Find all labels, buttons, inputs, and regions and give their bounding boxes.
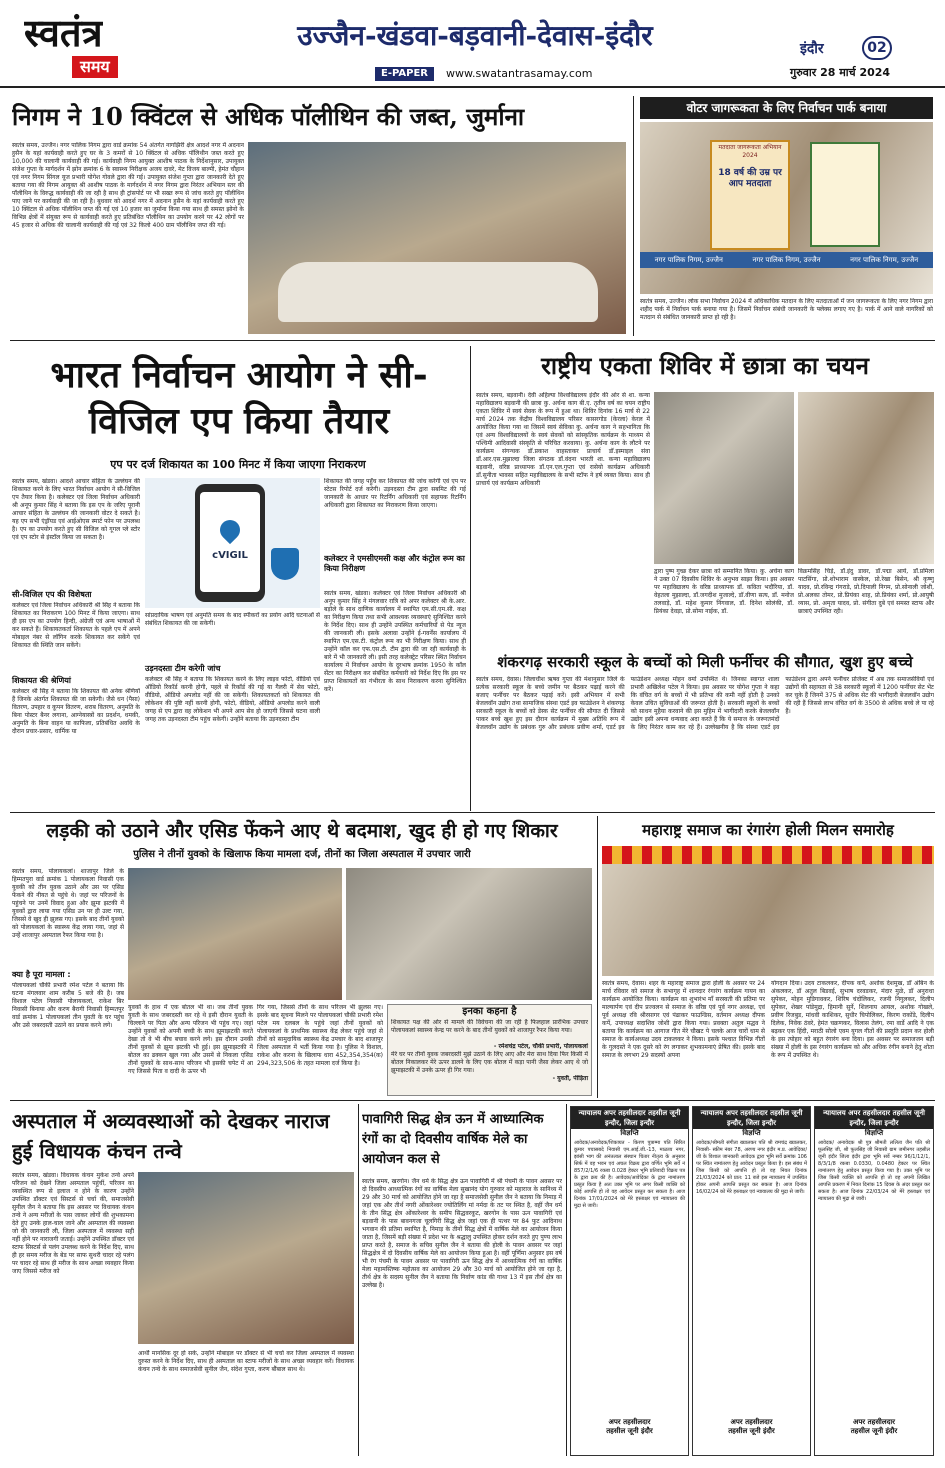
story3-para-5: शिकायत की जगह पहुँच कर शिकायत की जांच करेगी एवं एप पर स्टेटस रिपोर्ट दर्ज करेगी। उड़नदस्ता टीम द्वारा सबमिट की गई जानकारी के आधार पर रिटर्निंग अधिकारी एवं सहायक रिटर्निंग अधिकारी द्वारा शिकायत का निराकरण किया जाएगा। [324,478,466,509]
story3-para-6: स्वतंत्र समय, खंडवा। कलेक्टर एवं जिला निर्वाचन अधिकारी श्री अनूप कुमार सिंह ने मंगलवार रात्रि को अपर कलेक्टर श्री के.आर. बड़ोले के साथ दाणिक कार्यालय में स्थापित एम.सी.एम.सी. कक्ष का निरीक्षण किया तथा सभी आवश्यक व्यवस्थाएं सुनिश्चित करने के निर्देश दिए। साथ ही उन्होंने उपस्थित कर्मचारियों से पेड न्यूज की जानकारी ली। इसके अलावा उन्होंने ई-गवर्नेंस कार्यालय में स्थापित एम.एस.टी. कंट्रोल रूम का भी निरीक्षण किया। साथ ही उन्होंने कॉल कर एफ.एस.टी. टीम द्वारा की जा रही कार्यवाही के बारे में भी जानकारी ली। इसी तरह कलेक्ट्रेट परिसर स्थित निर्वाचन कार्यालय में निर्वाचन आयोग के दूरभाष क्रमांक 1950 के कॉल सेंटर का निरीक्षण कर संबंधित कर्मचारी को निर्देश दिए कि इस पर प्राप्त शिकायतों का गंभीरता के साथ निराकरण करना सुनिश्चित करें। [324,590,466,693]
story1-headline: निगम ने 10 क्विंटल से अधिक पॉलीथिन की जब्त, जुर्माना [12,102,525,131]
awareness-board-2 [810,142,880,247]
banner-left: नगर पालिक निगम, उज्जैन [654,256,723,264]
website[interactable]: www.swatantrasamay.com [446,67,593,80]
shield-icon [271,548,299,580]
column-divider-4 [358,1104,359,1456]
phone-screen [200,492,260,592]
notice-label: विज्ञप्ति [620,1129,639,1137]
park-banner [640,252,933,268]
location-pin-icon [216,516,244,544]
story8-headline: अस्पताल में अव्यवस्थाओं को देखकर नाराज हुई विधायक कंचन तन्वे [12,1109,330,1163]
notice-court: न्यायालय अपर तहसीलदार तहसील जूनी इन्दौर, जिला इन्दौर [693,1107,810,1129]
story6-col-1: स्वतंत्र समय, पोलायकलां। शाजापुर जिले के हिम्मतपुरा वार्ड क्रमांक 1 पोलायकला निवासी एक युवकी को तीन युवक उठाने और उस पर एसिड फेंकने की नीयत से पहुंचे थे। जहां पर परिजनों के पहुंचने पर उनमें विवाद हुआ और झूमा झटकी में युवकों द्वारा लाया गया एसिड उन पर ही उल्ट गया, जिससे वे खुद ही झुलस गए। इसके बाद तीनों युवको को पोलायकलां के स्वास्थ्य केंद्र लाया गया, जहां से उन्हें शाजापुर अस्पताल रैफर किया गया है। [12,868,124,939]
notice-footer-b: तहसील जूनी इंदौर [606,1427,653,1435]
story3-intro: स्वतंत्र समय, खंडवा। आदर्श आचार संहिता के उल्लंघन की शिकायत करने के लिए भारत निर्वाचन आयोग ने सी-विजिल एप तैयार किया है। कलेक्टर एवं जिला निर्वाचन अधिकारी श्री अनूप कुमार सिंह ने बताया कि इस एप के जरिए पूरानी आचार संहिता के उल्लंघन की जानकारी वोटर दे सकते है। यह एप सभी एंड्रॉयड एवं आईओएस स्मार्ट फोन पर उपलब्ध है। एप का उपयोग करते हुए सी विजिल को गूगल प्ले स्टोर एवं एप स्टोर से इंस्टॉल किया जा सकता है। [12,478,140,541]
story8-col-1: स्वतंत्र समय, खंडवा। विधायक कंचन मुकेश तन्वे अपने परिजन को देखने जिला अस्पताल पहुंचीं, परिजन का व्यवस्थित रूप से इलाज न होने के कारण उन्होंने उपस्थित डॉक्टर एवं सिस्टर्स से चर्चा की, समाजसेवी सुनील जैन ने बताया कि इस अवसर पर विधायक कंचन तन्वे ने अन्य मरीजों के पास जाकर लोगों की शुभकामना देते हुए उनके हाल-चाल जाने और अस्पताल की व्यवस्था जो की जानकारी ली, जिला अस्पताल में व्यवस्था सही नहीं होने पर नाराजगी जताई। उन्होंने उपस्थित डॉक्टर एवं स्टाफ सिस्टर्स से पलंग उपलब्ध करने के निर्देश दिए, साथ ही हर समय मरीज के बेड पर साफ सुथरी चादर रहे पलंग पर चादर रहे साथ ही मरीज के साथ अच्छा व्यवहार किया जाए जिससे मरीज को [12,1172,134,1275]
legal-notice-2 [692,1106,811,1456]
polythene-pile [278,262,598,322]
story7-headline: महाराष्ट्र समाज का रंगारंग होली मिलन समारोह [642,821,894,839]
notice-footer-a: अपर तहसीलदार [852,1418,895,1426]
page-number: 02 [862,36,892,60]
section-divider-2 [10,812,935,813]
board-text: 18 वर्ष की उम्र पर आप मतदाता [718,168,782,189]
story6-col-1-subhead: क्या है पूरा मामला : [12,970,71,979]
story2-headline: वोटर जागरूकता के लिए निर्वाचन पार्क बनाया [640,97,933,119]
story6-col-1b: पोलायकलां चौकी प्रभारी रमेश पटेल ने बताया कि घटना मंगलवार शाम करीब 5 बजे की है। जब विशाल पटेल निवासी पोलायकलां, राकेश बिर निवासी बिनाया और करण बैरागी निवासी हिम्मतपुर वार्ड क्रमांक 1 पोलायकलां तीन युवती के घर पहुंच और उसे जबरदस्ती उठाने का प्रयास करने लगे। [12,982,124,1029]
notice-footer-b: तहसील जूनी इंदौर [728,1427,775,1435]
quote-box [387,1004,592,1096]
story3-headline: भारत निर्वाचन आयोग ने सी-विजिल एप किया तैयार [50,354,428,442]
story4-body-2: द्वारा पुष्प गुच्छ देकर छात्रा को सम्मानित किया। कु. अर्चना काग ने उक्त 07 दिवसीय शिविर के अनुभव साझा किया। इस अवसर पर महाविद्यालय के वरिष्ठ प्राध्यापक डॉ. कविता भदौरिया, डॉ. वेहतला मुझाल्दा, डॉ.जगदीश मुजाल्दे, डॉ.वीणा सत्य, डॉ. मनोज तलवाड़े, डॉ. महेश कुमार निंगवाल, डॉ. दिनेश सोलंकी, डॉ. प्रियंका देवड़ा, प्रो.सोमा नाईक, डॉ. [654,568,794,615]
notice-court: न्यायालय अपर तहसीलदार तहसील जूनी इन्दौर, जिला इन्दौर [571,1107,688,1129]
quote-box-a2: - युवती, पीड़िता [552,1075,588,1082]
notice-body: आवेदक/अनावेदक/शिकायत - किरण पुत्राम्मा पति सिरित कुमार पचासबदे निवासी एम.आई.जी.-13, माळव्य नगर, झांसी भाग की अनंतलाल संस्थान चितार नीतृत्व के अनुसार सिर्फ में वह भवन एवं अचल विक्रय द्वारा वर्णित भूमि सर्वे नं 857/2/1/6 रकबा 0.028 हेक्टर भूमि प्रतिवादी विक्रय पत्र के द्वारा क्रय की है। आवेदक/आवेदिका के द्वारा नामांतरण प्रस्तुत किया है अतः उक्त भूमि पर अगर किसी व्यक्ति को कोई आपत्ति हो तो वह आवेदन प्रस्तुत कर सकता है। आज दिनांक 17/01/2024 को मेरे हस्ताक्षर एवं न्यायालय की मुद्रा से जारी। [574,1140,685,1209]
quote-box-q1: शिकायत पक्ष की ओर से मामले की विवेचना की जा रही है फिलहाल प्रारंभिक उपचार पोलायकलां स्वास्थ्य केन्द्र पर करने के बाद तीनों युवकों को शाजापुर रैफर किया गया। [391,1019,588,1034]
story8-photo [138,1172,354,1344]
story1-body: स्वतंत्र समय, उज्जैन। नगर पालिक निगम द्वारा वार्ड क्रमांक 54 अंतर्गत नागझिरी क्षेत्र आदर्श नगर में अदनान हुसैन के यहां कार्यवाही करते हुए घर के 3 कमरों से 10 क्विंटल से अधिक पॉलिथीन जब्त करते हुए 10,000 की चालानी कार्यवाही की गई। कार्यवाही निगम आयुक्त आशीष पाठक के निर्देशानुसार, उपायुक्त संजेश गुप्ता के मार्गदर्शन में झोन क्रमांक 6 के स्वास्थ्य निरीक्षक अजय दावरे, मेट विजय बाल्मी, हेमंत चौहान एवं नगर निगम सिंगल यूज प्रभारी योगेश गोवले द्वारा की गई। उपायुक्त संजेश गुप्ता द्वारा जानकारी देते हुए बताया गया की निगम आयुक्त श्री आशीष पाठक के मार्गदर्शन में नगर निगम द्वारा निरंतर अभियान स्तर की पॉलीथिन के विरुद्ध कार्यवाही की जा रही है साथ ही ट्रांसपोर्ट पर भी सख्त रूप से जांच करते हुए पॉलीथिन पाए जाने पर कार्यवाही की जा रही है। बुधवार को आदर्श नगर में अदनान हुसैन के यहां कार्यवाही करते हुए 10 क्विंटल से अधिक पॉलीथिन जप्त की गई एवं 10 हजार का जुर्माना किया गया साथ ही समस्त झोनो के विभिन्न क्षेत्रों में संयुक्त रूप से कार्यवाही करते हुए प्रतिबंधित पॉलीथिन का उपयोग करने पर 42 लोगों पर 45 हजार से अधिक की चालानी कार्यवाही की गई एवं 32 किलो 400 ग्राम पॉलीथिन जप्त की गई। [12,142,244,229]
phone-shape [195,484,265,602]
story3-para-1: कलेक्टर एवं जिला निर्वाचन अधिकारी श्री सिंह ने बताया कि शिकायत का निराकरण 100 मिनट में किया जाएगा। साथ ही इस एप का उपयोग हिन्दी, अंग्रेजी एवं अन्य भाषाओं में कर सकते हैं। शिकायतकर्ता शिकायत के पहले एप में अपने मोबाइल नंबर से लॉगिन करके शिकायत कर सकेंगे एवं शिकायत की स्थिति जान सकेंगे। [12,602,140,649]
story2-photo [640,122,933,294]
story3-para-3: सांप्रदायिक भाषण एवं अनुमति समय के बाद स्पीकरों का प्रयोग आदि घटनाओं से संबंधित शिकायत की जा सकेगी। [145,612,320,627]
story9-body: स्वतंत्र समय, खरगोन। जैन धर्म के सिद्ध क्षेत्र ऊन पावागिरी में श्री पंचमी के पावन अवसर पर दो दिवसीय आध्यात्मिक रंगों का वार्षिक मेला सुखानंद योग गुरुवार को महाराज के सानिध्य में 29 और 30 मार्च को आयोजित होने जा रहा है समाजसेवी सुनील जैन ने बताया कि निमाड़ में जहां एक और तीर्थ नगरी ओंकारेश्वर ज्योतिर्लिंग मां नर्मदा के तट पर स्थित है, वहीं जैन धर्म के तीन सिद्ध क्षेत्र ओंकारेश्वर के समीप सिद्धवरकूट, खरगोन के पास ऊन पावागिरी एवं बड़वानी के पास बावनगजा चूलगिरी सिद्ध क्षेत्र जहां एक ही पत्थर पर 84 फुट आदिनाथ भगवान की प्रतिमा स्थापित है, निमाड़ के तीनों सिद्ध क्षेत्रों में वार्षिक मेले का आयोजन किया जाता है, जिसमें बड़ी संख्या में प्रदेश भर के श्रद्धालु उपस्थित होकर दर्शन करते हुए पुण्य लाभ प्राप्त करते है, समाज के सचिव सुनील जैन ने बताया की होली के पावन अवसर पर जहां सिद्धक्षेत्र में दो दिवसीय वार्षिक मेले का आयोजन किया हुआ है। वहीं पूर्णिमा अनुसार इस वर्ष भी रंग पंचमी के पावन अवसर पर पावागिरी ऊन सिद्ध क्षेत्र में आध्यात्मिक रंगों का वार्षिक मेला महामस्तिष्क महोत्सव का आयोजन 29 और 30 मार्च को आयोजित होने जा रहा है, तीर्थ क्षेत्र के सदस्य सुनील जैन ने बताया कि निर्वाण कांड की गाथा 13 में इस तीर्थ क्षेत्र का उल्लेख है। [362,1178,562,1289]
column-divider [633,96,634,336]
story2-caption: स्वतंत्र समय, उज्जैन। लोक सभा निर्वाचन 2024 में अधिकाधिक मतदान के लिए मतदाताओं में जन जागरूकता के लिए नगर निगम द्वारा शहीद पार्क में निर्वाचन पार्क बनाया गया है। जिसमें निर्वाचन संबंधी जानकारी के फ्लेक्स लगाए गए है। पार्क में आने वाले नागरिकों को मतदान से संबंधित जानकारी प्राप्त हो रही है। [640,298,933,321]
story6-photo-2 [346,868,592,1000]
awareness-board [710,140,790,250]
section-divider-3 [10,1100,935,1101]
column-divider-5 [566,1104,567,1456]
edition-title: उज्जैन-खंडवा-बड़वानी-देवास-इंदौर [297,19,653,52]
story6-col-3: गिर गया, जिससे तीनों के साथ परिजन भी झुलस गए। इसके बाद सूचना मिलने पर पोलायकलां चौकी प्रभारी रमेश पटेल मय दलबल के पहुंचे जहां तीनों युवकों को पोलायकलां के प्राथमिक स्वास्थ्य केंद्र लेकर पहुंचे जहां से तीनों को सामुदायिक स्वास्थ्य केंद्र उपचार के बाद शाजापुर जिला अस्पताल में भर्ती किया गया है। पुलिस ने विशाल, राकेश और करना के खिलाफ धारा 452,354,354(क) 294,323,506 के तहत मामला दर्ज किया है। [257,1004,383,1067]
story4-body-1: स्वतंत्र समय, बड़वानी। देवी अहिल्या विश्वविद्यालय इंदौर की ओर से शा. कन्या महाविद्यालय बड़वानी की छात्रा कु. अर्चना काग बी.ए. तृतीय वर्ष का चयन राष्ट्रीय एकता शिविर में स्वयं सेवक के रूप में हुआ था। शिविर दिनांक 16 मार्च से 22 मार्च 2024 तक केंद्रीय विश्वविद्यालय परिसर कासरगोड (केरला) केरल में आयोजित किया गया था जिसमें स्वयं सेविका कु. अर्चना काग ने सहभागिता कि एवं अन्य विश्वविद्यालयों के स्वयं सेवकों को सांस्कृतिक कार्यक्रम के माध्यम से पश्चिमी आदिवासी संस्कृति से परिचित करवाया। कु. अर्चना काग के लौटने पर कार्यक्रम संगन्चक डॉ.प्रकाश वाहस्ताकर प्राचार्य डॉ.इस्माइल संवा डॉ.आर.एस.मुझाल्दा जिला संगठक डॉ.वंदना भारती शा. कन्या महाविद्यालय बड़वानी, वरिष्ठ प्राध्यापक डॉ.एन.एल.गुप्ता एवं रासेयो कार्यक्रम अधिकारी डॉ.सुनीता भावसा सहित महाविद्यालय के सभी स्टॉफ ने हर्ष व्यक्त किया। साथ ही प्राचार्य एवं कार्यक्रम अधिकारी [476,392,650,487]
story9-headline: पावागिरी सिद्ध क्षेत्र ऊन में आध्यात्मिक रंगों का दो दिवसीय वार्षिक मेले का आयोजन कल से [362,1112,544,1167]
story1-photo [248,142,626,334]
quote-box-q2: मेरे घर पर तीनों युवक जबरदस्ती मुझे उठाने के लिए आए और मेरा साथ दिया फिर किसी में बोतल निकालकर मेरे ऊपर डालने के लिए एक बोतल में कड़ा पानी जैसा लेकर आए थे जो झूमाझटकी में उनके ऊपर ही गिर गया। [391,1051,588,1074]
quote-box-a1: - रमेशचंद्र पटेल, चौकी प्रभारी, पोलायकलां [493,1043,588,1050]
stage-garland [602,846,934,864]
notice-footer-a: अपर तहसीलदार [730,1418,773,1426]
story6-col-2: युवकों के हाथ में एक बोतल भी था। जब तीनों युवक युवती के साथ जबरदस्ती कर रहे थे इसी दौरान युवती के चिल्लाने पर पिता और अन्य परिजन भी पहुंच गए। जहां उन्होंने युवकों को अपनी बच्ची के साथ झूमाझटकी करते देखा तो वे भी बीच बचाव करने लगे। इस दौरान उनकी तीनों युवकों से झूमा झटकी भी हुई। इस झूमाझटकी में बोतल का ढक्कन खुल गया और उसमें से निकला एसिड तीनों युवकों के साथ-साथ परिजन भी इसकी चपेट में आ गए जिससे पिता व दादी के ऊपर भी [128,1004,253,1075]
epaper-label: E-PAPER [375,67,434,81]
column-divider-3 [597,816,598,1098]
banner-right: नगर पालिक निगम, उज्जैन [850,256,919,264]
city-label: इंदौर [800,41,824,57]
story7-col-1: स्वतंत्र समय, देवास। शहर के महाराष्ट्र समाज द्वारा होली के अवसर पर 24 मार्च रविवार को समाज के सभागृह में शानदार रंगारंग कार्यक्रम गायन का कार्यक्रम आयोजित किया। कार्यक्रम का शुभारंभ माँ सरस्वती की प्रतिमा पर माल्यार्पण एवं दीप प्रज्वलन से समाज के वरिष्ठ एवं पूर्व नगर अध्यक्ष, एवं पूर्व अध्यक्ष रवि श्रीरसागर एवं पंढाकर फाउन्डिस, वर्तमान अध्यक्ष दीपक कर्पे, उपाध्यक्ष सदाशिव जोशी द्वारा किया गया। प्रवक्ता अतुल मद्धव ने बताया कि कार्यक्रम का आगाज गीत मेरे चौखट पे चलके आज चारों धाम से समाज के कार्यअध्यक्ष उदय टाकलकर ने किया। इसके पश्चात विभिन्न गीतों के गुलदस्ते ने एक दूसरे को रंग लगाकर शुभकामनाएं प्रेषित की। इसके बाद समाज के लगभग 29 सदस्यों अपना [602,980,765,1059]
legal-notice-3 [814,1106,934,1456]
story3-subhead: एप पर दर्ज शिकायत का 100 मिनट में किया जाएगा निराकरण [110,458,366,471]
legal-notice-1 [570,1106,689,1456]
story6-photo-1 [128,868,342,1000]
logo-bottom: समय [72,56,118,78]
story4-photo-2 [798,392,934,564]
banner-mid: नगर पालिक निगम, उज्जैन [752,256,821,264]
notice-body: आवेदक/ अनावेदक श्री पुत्र श्रीमती ललिता जैन पति श्री फूलसिंह जी, श्री फूलसिंह जी निवासी ग्राम जमीनगर तहसील जूनी इंदौर जिला इंदौर द्वारा भूमि सर्वे नम्बर 96/1/12/1, 8/3/1/8 रकबा 0.0330, 0.0480 हेक्टर पर स्थित नामांतरण हेतु आवेदन प्रस्तुत किया गया है। उक्त भूमि पर जिस किसी व्यक्ति को आपत्ति हो तो वह अपनी लिखित आपत्ति प्रकरण में नियत दिनांक 15 दिवस के अंदर प्रस्तुत कर सकता है। आज दिनांक 22/03/24 को मेरे हस्ताक्षर एवं न्यायालय की मुद्रा से जारी। [818,1140,930,1202]
notice-footer-b: तहसील जूनी इंदौर [850,1427,898,1435]
logo-top: स्वतंत्र [24,12,103,54]
story3-para-4: कलेक्टर श्री सिंह ने बताया कि शिकायत करने के लिए लाइव फोटो, वीडियो एवं ऑडियो रिकॉर्ड करनी होगी, पहले से रिकॉर्ड की गई या गैलरी में सेव फोटो, वीडियो, ऑडियो अपलोड नहीं की जा सकेगी। शिकायतकर्ता को शिकायत की लोकेशन की पुष्टि नहीं करनी होगी, फोटो, वीडियो, ऑडियो अपलोड करने वाली जगह से एप द्वारा वह लोकेशन भी अपने आप सेव हो जाएगी जिससे घटना वाली जगह तक उड़नदस्ता टीम पहुंच सकेगी। उन्होंने बताया कि उड़नदस्ता टीम [145,676,320,723]
story3-para-2: कलेक्टर श्री सिंह ने बताया कि शिकायत की अनेक श्रेणियों हैं जिनके अंतर्गत शिकायत की जा सकेगी। जैसे धन (पैसा) वितरण, उपहार व कूपन वितरण, शराब वितरण, अनुमति के बिना पोस्टर बैनर लगाना, आग्नेयास्त्रों का प्रदर्शन, धमकी, अनुमति के बिना वाहन या काफिला, प्रतिबंधित अवधि के दौरान प्रचार-प्रसार, धार्मिक या [12,688,140,735]
story8-col-2: आर्थी मानसिक दूर हो सके, उन्होंने मोबाइल पर डॉक्टर से भी चर्चा कर जिला अस्पताल में व्यवस्था दुरुस्त करने के निर्देश दिए, साथ ही अस्पताल का स्टाफ मरीजों के साथ अच्छा व्यवहार करें। विधायक कंचन तन्वे के साथ समाजसेवी सुनील जैन, संदेश गुप्ता, करण बौंबाल साथ थे। [138,1350,354,1373]
notice-court: न्यायालय अपर तहसीलदार तहसील जूनी इन्दौर, जिला इन्दौर [815,1107,933,1129]
notice-body: आवेदक/श्रीमती संगीता ख्यालकर पति श्री रामचंद्र ख्यालकर, निवासी- स्कीम नंबर 78, अरण्य नगर इंदौर म.प्र. आवेदिका/ जी के विशाल जानकारी आवेदक द्वारा भूमि सर्वे क्रमांक 106 पर स्थित नामांतरण हेतु आवेदन प्रस्तुत किया है। इस संबंध में जिस किसी को आपत्ति हो तो वह नियत दिनांक 21/03/2024 को प्रात: 11 बजे इस न्यायालय में उपस्थित होकर अपनी आपत्ति प्रस्तुत कर सकता है। आज दिनांक 16/02/24 को मेरे हस्ताक्षर एवं न्यायालय की मुद्रा से जारी। [696,1140,807,1195]
story4-photo-1 [654,392,794,564]
notice-label: विज्ञप्ति [742,1129,761,1137]
app-label: cVIGIL [212,550,248,561]
story6-subhead: पुलिस ने तीनों युवको के खिलाफ किया मामला दर्ज, तीनों का जिला अस्पताल में उपचार जारी [133,849,471,860]
masthead [0,0,945,88]
board-title: मतदाता जागरूकता अभियान 2024 [718,144,782,159]
notice-footer-a: अपर तहसीलदार [608,1418,651,1426]
story4-headline: राष्ट्रीय एकता शिविर में छात्रा का चयन [541,351,869,380]
notice-label: विज्ञप्ति [864,1129,884,1137]
issue-date: गुरुवार 28 मार्च 2024 [790,66,891,79]
section-divider [10,340,935,341]
cvigil-graphic [145,478,320,608]
story3-subhead-3: उड़नदस्ता टीम करेगी जांच [145,664,221,673]
story7-photo [602,846,934,976]
column-divider-2 [470,346,471,811]
story7-col-2: योगदान दिया। उदय टाकलकर, दीपक कर्पे, अशोक देशमुख, डॉ अंबिन के अंकलकर, डॉ अतुल बिडवई, सुभाष दरवडकर, मंदार मुळे, डॉ अनुराधा सुपेकर, मोहन मुडिगावकर, शिरिष चंदोलिकर, रजनी निगुलकर, दिलीप सुपेकर, शेखर पांडेमुद्रा, हिमानी सुर्ने, शिलनाय आयल, अशोक गोखले, प्रवीण रिजबुड, मांधवी काशिकर, सुधीर चिपोलिकर, किरण राकोंडे, दिलीप दिलेक, निवेक ठंवरे, हेमंत चक्रणकर, विलास तेलंग, रमा वार्डे आदि ने एक बढ़कर एक हिंदी, मराठी सोलो एवम युगल गीतों की प्रस्तुति प्रदान कर होली के इस त्योहार को बहुत रंगारंग बना दिया। इस अवसर पर समाजजन बड़ी संख्या में होली के इस रंगारंग कार्यक्रम को और अधिक रंगीन बनाने हेतु शोता के रूप में उपस्थित थे। [771,980,934,1059]
story5-body: स्वतंत्र समय, देवास। जिलाधीश ऋषव गुप्ता की मंशानुसार जिले के प्रत्येक सरकारी स्कूल के बच्चे जमीन पर बैठकर पढ़ाई करने की बजाए फर्नीचर पर बैठकर पढ़ाई करें। इसी अभियान में सभी बेजलवॉन उद्योग तथा सामाजिक संस्था एडर्ट इव फाउंडेशन ने शंकरगढ़ सरकारी स्कूल के बच्चों को डेस्क सेट फर्नीचर की सौगात दी जिससे पाकर बच्चे खुश हुए इस दौरान कार्यक्रम में मुख्य अतिथि रूप में बेजलवॉन उद्योग के प्रबंधक गुरु और प्रबंधक प्रवीण शर्मा, एडर्ट इव फाउंडेशन अध्यक्ष मोहन वर्मा उपस्थित थे। जिनका स्वागत शाला प्रभारी अखिलेश पटेल ने किया। इस अवसर पर योगेश गुप्ता ने कहा कि वंचित वर्ग के बच्चों में भी प्रतिभा की कमी नहीं होती है उनको केवल उचित सुविधाओं की जरूरत होती है। सरकारी स्कूलों के बच्चों को साधन मुहैया करवाने की इस मुहिम में भागीदारी करके बेजलवॉन उद्योग इसी अपना धन्यवाद अदा करते हैं कि ये समाज के जरूरतमंदों के लिए निरंतर काम कर रहे हैं। उल्लेखनीय है कि संस्था एडर्ट इव फाउंडेशन द्वारा अपने फर्नीचर प्रोजेक्ट में अब तक समाजसेवियों एवं उद्योगों की सहायता से 38 सरकारी स्कूलों में 1200 फर्नीचर सेट भेंट कर चुके हैं जिनमें 375 से अधिक सेट की भागीदारी बेजलवॉन उद्योग की रही हैं जिससे लाभ वंचित वर्ग के 3500 से अधिक बच्चे ले पा रहे हैं। [476,676,934,731]
story4-body-3: विक्रमसिंह चिड़े, डॉ.इंदु डावर, डॉ.पद्मा आर्य, डॉ.प्रमिला पाटसिंगा, प्रो.शोभाराम वास्केल, प्रो.रेखा बिसेन, श्री कृष्णु यादव, प्रो.रविन्द्र गंगराडे, प्रो.दिपाली निगम, प्रो.सोनाली जोशी, प्रो.अलका तोमर, प्रो.प्रियंका शाह, प्रो.प्रियंका शर्मा, प्रो.आयुषी व्यास, प्रो. अमृता यादव, प्रो. संगीता दुबे एवं समस्त स्टाफ और छात्राएं उपस्थित रही। [798,568,934,615]
quote-box-title: इनका कहना है [462,1006,517,1017]
story3-subhead-1: सी-विजिल एप की विशेषता [12,590,92,599]
story3-subhead-2: शिकायत की श्रेणियां [12,676,71,685]
story6-headline: लड़की को उठाने और एसिड फेंकने आए थे बदमाश, खुद ही हो गए शिकार [46,820,558,842]
story3-subhead-4: कलेक्टर ने एमसीएमसी कक्ष और कंट्रोल रूम का किया निरीक्षण [324,554,465,573]
logo [24,12,174,82]
story5-headline: शंकरगढ़ सरकारी स्कूल के बच्चों को मिली फर्नीचर की सौगात, खुश हुए बच्चे [497,653,913,671]
